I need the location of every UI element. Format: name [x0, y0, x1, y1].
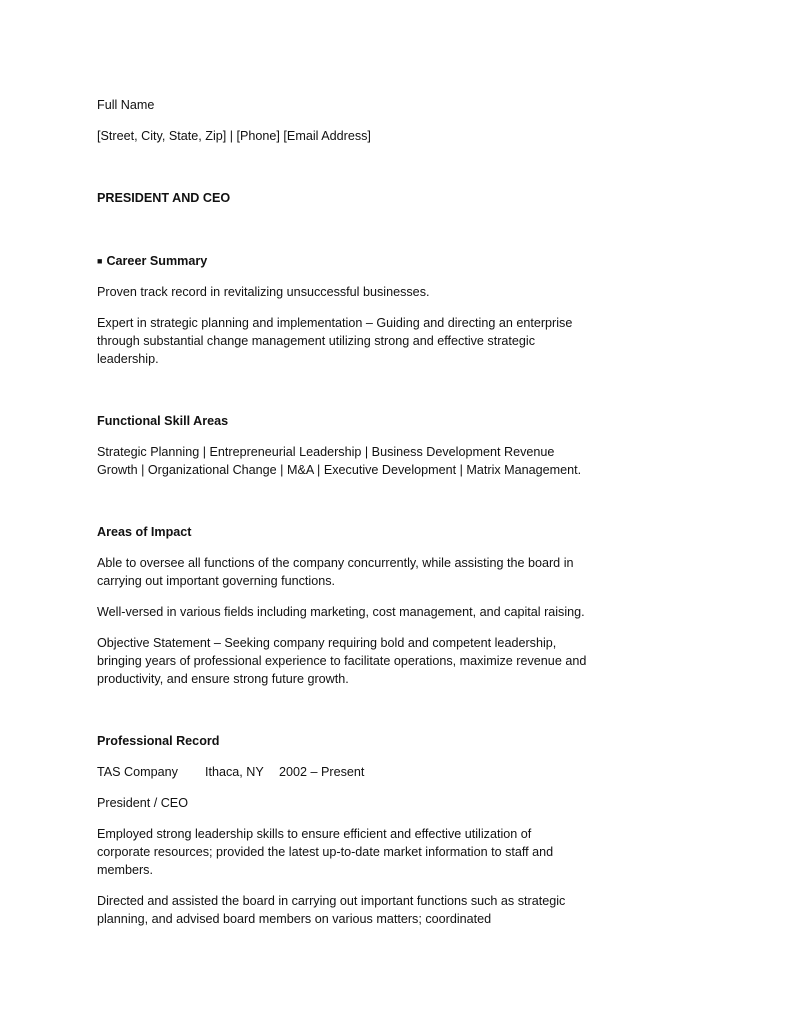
- career-summary-heading: [97, 252, 587, 270]
- areas-of-impact-paragraph: Able to oversee all functions of the company concurrently, while assisting the board in carrying out important governing functions.: [97, 556, 574, 588]
- areas-of-impact-section: [97, 523, 587, 688]
- position-title: President / CEO: [97, 796, 188, 810]
- career-summary-section: [97, 252, 587, 368]
- career-summary-paragraph: Proven track record in revitalizing unsuccessful businesses.: [97, 285, 430, 299]
- record-paragraph: Employed strong leadership skills to ensure efficient and effective utilization of corporate resources; provided the latest up-to-date market information to staff and members.: [97, 827, 554, 877]
- functional-skills-section: [97, 412, 587, 479]
- professional-record-section: [97, 732, 587, 928]
- contact-line: [Street, City, State, Zip] | [Phone] [Email Address]: [97, 129, 371, 143]
- square-bullet-icon: ■: [97, 256, 103, 266]
- employment-dates: 2002 – Present: [279, 765, 365, 779]
- areas-of-impact-heading: Areas of Impact: [97, 525, 192, 539]
- full-name: Full Name: [97, 98, 155, 112]
- job-title: PRESIDENT AND CEO: [97, 191, 231, 205]
- employment-line: [97, 763, 587, 781]
- professional-record-heading: Professional Record: [97, 734, 220, 748]
- functional-skills-heading: Functional Skill Areas: [97, 414, 229, 428]
- company-location: Ithaca, NY: [205, 765, 264, 779]
- functional-skills-text: Strategic Planning | Entrepreneurial Leadership | Business Development Revenue Growth | Organizational Change | M&A | Executive Development | Matrix Management.: [97, 445, 582, 477]
- resume-page: [97, 96, 587, 941]
- objective-statement: Objective Statement – Seeking company requiring bold and competent leadership, bringing years of professional experience to facilitate operations, maximize revenue and productivity, and ensure strong future growth.: [97, 636, 587, 686]
- company-name: TAS Company: [97, 765, 178, 779]
- record-paragraph: Directed and assisted the board in carrying out important functions such as strategic planning, and advised board members on various matters; coordinated: [97, 894, 566, 926]
- areas-of-impact-paragraph: Well-versed in various fields including marketing, cost management, and capital raising.: [97, 605, 585, 619]
- career-summary-paragraph: Expert in strategic planning and implementation – Guiding and directing an enterprise through substantial change management utilizing strong and effective strategic leadership.: [97, 316, 573, 366]
- career-summary-heading-text: Career Summary: [106, 254, 208, 268]
